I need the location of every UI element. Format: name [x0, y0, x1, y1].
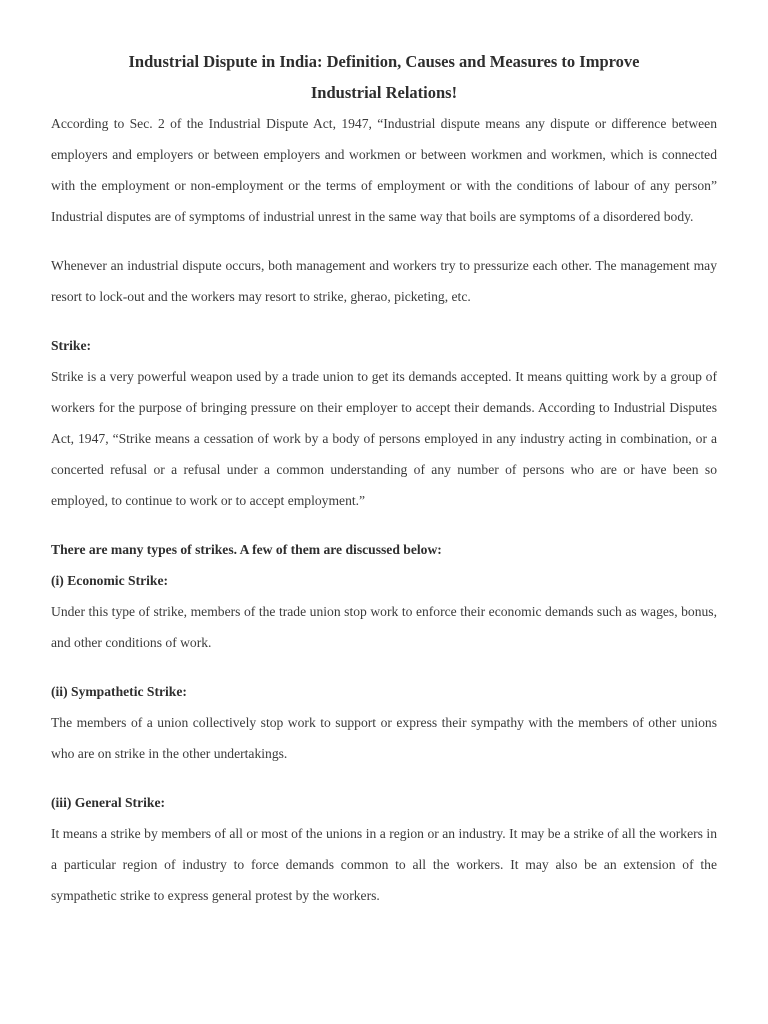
document-page — [51, 46, 717, 911]
section-body-sympathetic-strike: The members of a union collectively stop work to support or express their sympathy with the members of other unions who are on strike in the other undertakings. — [51, 715, 717, 761]
paragraph-spacer — [51, 658, 717, 676]
title-line-1: Industrial Dispute in India: Definition, Causes and Measures to Improve — [128, 52, 640, 71]
section-body-general-strike: It means a strike by members of all or most of the unions in a region or an industry. It may be a strike of all the workers in a particular region of industry to force demands common to all the workers. It may also be an extension of the sympathetic strike to express general protest by the workers. — [51, 826, 717, 903]
strike-heading: Strike: — [51, 338, 92, 353]
intro-paragraph-1: According to Sec. 2 of the Industrial Dispute Act, 1947, “Industrial dispute means any dispute or difference between employers and employers or between employers and workmen or between workmen and workmen, which is connected with the employment or non-employment or the terms of employment or with the conditions of labour of any person” Industrial disputes are of symptoms of industrial unrest in the same way that boils are symptoms of a disordered body. — [51, 116, 717, 224]
strike-types-intro: There are many types of strikes. A few of them are discussed below: — [51, 542, 442, 557]
section-heading-general-strike: (iii) General Strike: — [51, 795, 166, 810]
section-heading-sympathetic-strike: (ii) Sympathetic Strike: — [51, 684, 187, 699]
paragraph-spacer — [51, 232, 717, 250]
paragraph-spacer — [51, 516, 717, 534]
section-heading-economic-strike: (i) Economic Strike: — [51, 573, 169, 588]
intro-paragraph-2: Whenever an industrial dispute occurs, both management and workers try to pressurize each other. The management may resort to lock-out and the workers may resort to strike, gherao, picketing, etc. — [51, 258, 717, 304]
document-title — [51, 46, 717, 108]
paragraph-spacer — [51, 769, 717, 787]
paragraph-spacer — [51, 312, 717, 330]
section-body-economic-strike: Under this type of strike, members of the trade union stop work to enforce their economic demands such as wages, bonus, and other conditions of work. — [51, 604, 717, 650]
strike-paragraph: Strike is a very powerful weapon used by a trade union to get its demands accepted. It means quitting work by a group of workers for the purpose of bringing pressure on their employer to accept their demands. According to Industrial Disputes Act, 1947, “Strike means a cessation of work by a body of persons employed in any industry acting in combination, or a concerted refusal or a refusal under a common understanding of any number of persons who are or have been so employed, to continue to work or to accept employment.” — [51, 369, 717, 508]
title-line-2: Industrial Relations! — [310, 83, 458, 102]
